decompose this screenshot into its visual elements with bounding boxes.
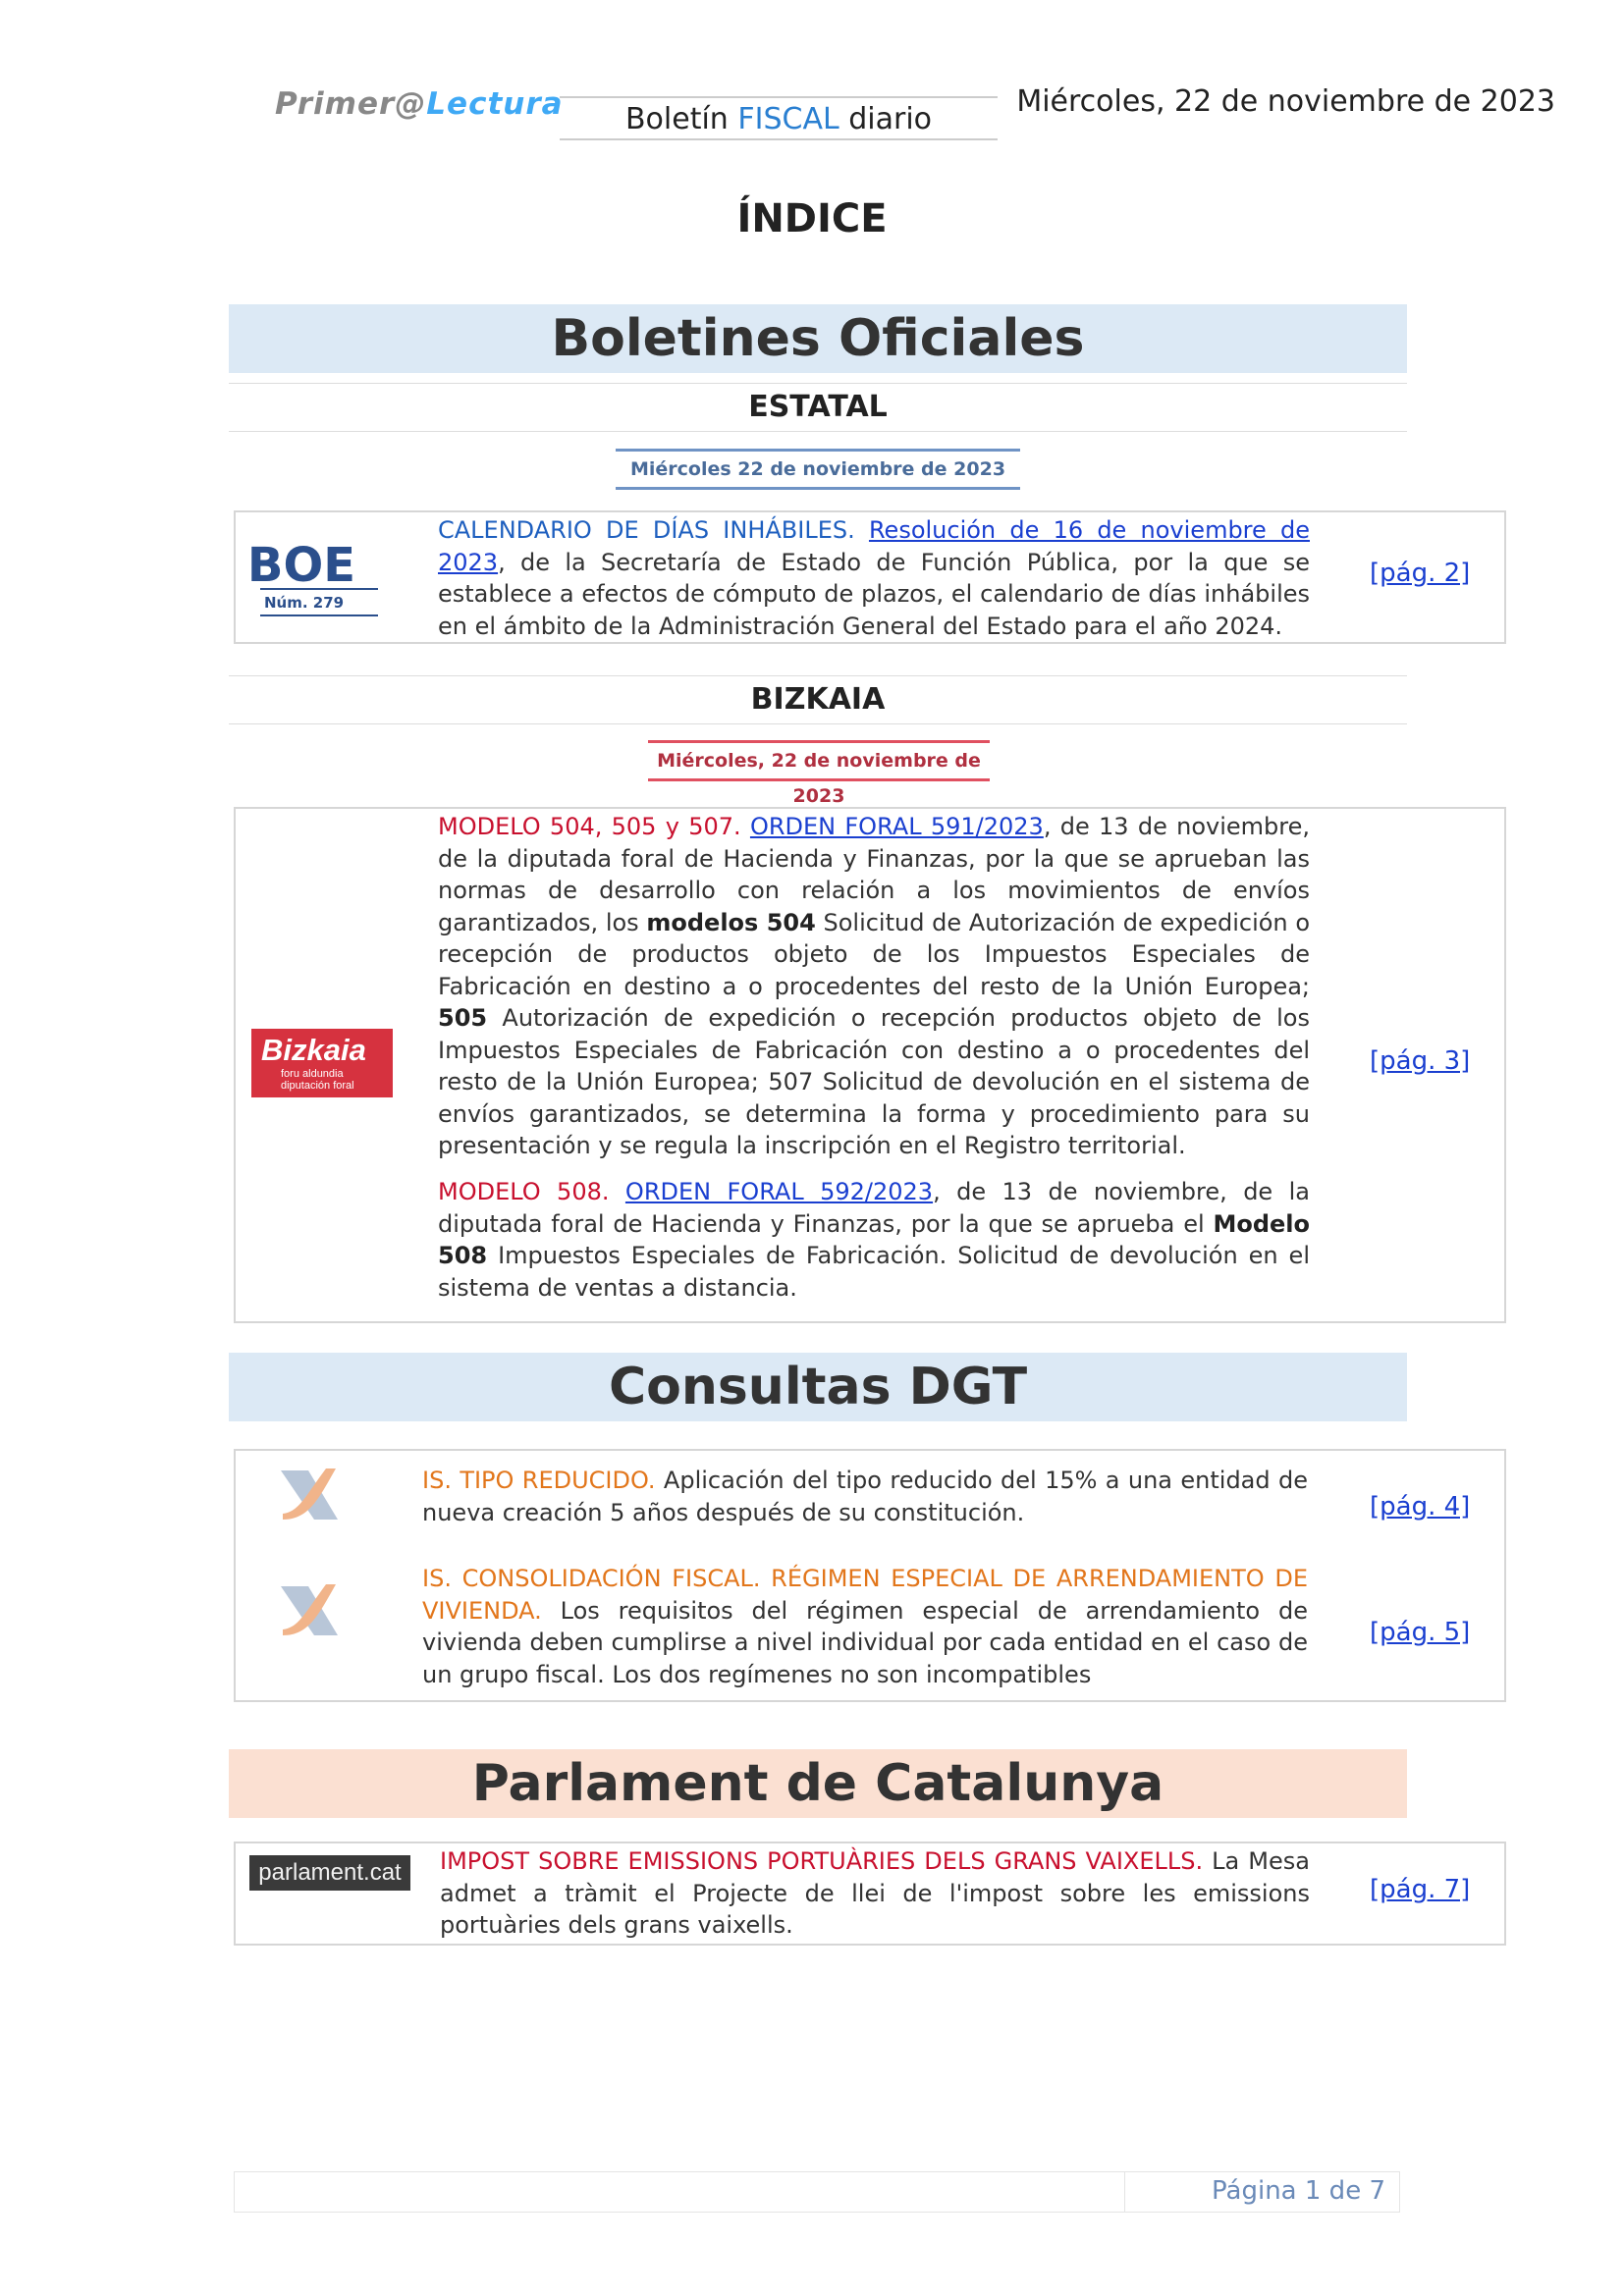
orden-foral-592-link[interactable]: ORDEN FORAL 592/2023: [624, 1178, 934, 1205]
index-title: ÍNDICE: [736, 196, 888, 241]
boe-issue-number: Núm. 279: [264, 594, 345, 612]
parlament-entry-box: [234, 1842, 1506, 1946]
resolucion-link[interactable]: Resolución de 16 de noviembre de 2023: [438, 516, 1310, 576]
boe-logo-text: BOE: [246, 538, 356, 593]
page-link-3[interactable]: [pág. 3]: [1370, 1046, 1471, 1076]
orden-foral-591-link[interactable]: ORDEN FORAL 591/2023: [749, 813, 1044, 840]
boe-logo: [246, 538, 388, 618]
section-title-consultas: Consultas DGT: [229, 1353, 1407, 1421]
consultas-entry-box: [234, 1449, 1506, 1702]
estatal-entry-box: [234, 510, 1506, 644]
page-footer: [234, 2171, 1400, 2213]
section-title-parlament: Parlament de Catalunya: [229, 1749, 1407, 1818]
parlament-logo: parlament.cat: [249, 1855, 410, 1891]
header-date: Miércoles, 22 de noviembre de 2023: [1016, 84, 1555, 119]
brand-logo: Primer@Lectura: [275, 86, 564, 122]
estatal-entry-text: CALENDARIO DE DÍAS INHÁBILES. Resolución de 16 de noviembre de 2023, de la Secretaría de Estado de Función Pública, por la que se establece a efectos de cómputo de plazos, el calendario de días inhábiles en el ámbito de la Administración General del Estado para el año 2024.: [438, 516, 1310, 640]
bizkaia-logo: Bizkaia foru aldundia diputación foral: [251, 1029, 393, 1097]
section-title-boletines: Boletines Oficiales: [229, 304, 1407, 373]
page-link-2[interactable]: [pág. 2]: [1370, 559, 1471, 588]
subsection-estatal: ESTATAL: [229, 383, 1407, 432]
bizkaia-entry-text-1: MODELO 504, 505 y 507. ORDEN FORAL 591/2023, de 13 de noviembre, de la diputada foral de Hacienda y Finanzas, por la que se aprueban las normas de desarrollo con relación a los movimientos de envíos garantizados, los modelos 504 Solicitud de Autorización de expedición o recepción de productos objeto de los Impuestos Especiales de Fabricación en destino a o procedentes del resto de la Unión Europea; 505 Autorización de expedición o recepción productos objeto de los Impuestos Especiales de Fabricación con destino a o procedentes del resto de la Unión Europea; 507 Solicitud de devolución en el sistema de envíos garantizados, se determina la forma y procedimiento para su presentación y se regula la inscripción en el Registro territorial.: [438, 813, 1310, 1159]
consulta-2-text: IS. CONSOLIDACIÓN FISCAL. RÉGIMEN ESPECIAL DE ARRENDAMIENTO DE VIVIENDA. Los requisitos del régimen especial de arrendamiento de vivienda deben cumplirse a nivel individual por cada entidad en el caso de un grupo fiscal. Los dos regímenes no son incompatibles: [422, 1565, 1308, 1688]
page-number: Página 1 de 7: [1212, 2176, 1385, 2206]
bizkaia-entry-box: [234, 807, 1506, 1323]
consulta-1-text: IS. TIPO REDUCIDO. Aplicación del tipo reducido del 15% a una entidad de nueva creación 5 años después de su constitución.: [422, 1467, 1308, 1526]
subsection-bizkaia: BIZKAIA: [229, 675, 1407, 724]
bulletin-title: Boletín FISCAL diario: [560, 96, 998, 140]
page-link-5[interactable]: [pág. 5]: [1370, 1618, 1471, 1647]
parlament-entry-text: IMPOST SOBRE EMISSIONS PORTUÀRIES DELS GRANS VAIXELLS. La Mesa admet a tràmit el Projecte de llei de l'impost sobre les emissions portuàries dels grans vaixells.: [440, 1847, 1310, 1939]
page-link-7[interactable]: [pág. 7]: [1370, 1875, 1471, 1904]
boe-date-bar: Miércoles 22 de noviembre de 2023: [616, 449, 1020, 490]
bizkaia-date-bar: Miércoles, 22 de noviembre de 2023: [648, 740, 990, 781]
aeat-icon: [275, 1459, 353, 1531]
bizkaia-entry-text-2: MODELO 508. ORDEN FORAL 592/2023, de 13 de noviembre, de la diputada foral de Hacienda y Finanzas, por la que se aprueba el Modelo 508 Impuestos Especiales de Fabricación. Solicitud de devolución en el sistema de ventas a distancia.: [438, 1178, 1310, 1302]
aeat-icon: [275, 1575, 353, 1647]
page-link-4[interactable]: [pág. 4]: [1370, 1492, 1471, 1522]
